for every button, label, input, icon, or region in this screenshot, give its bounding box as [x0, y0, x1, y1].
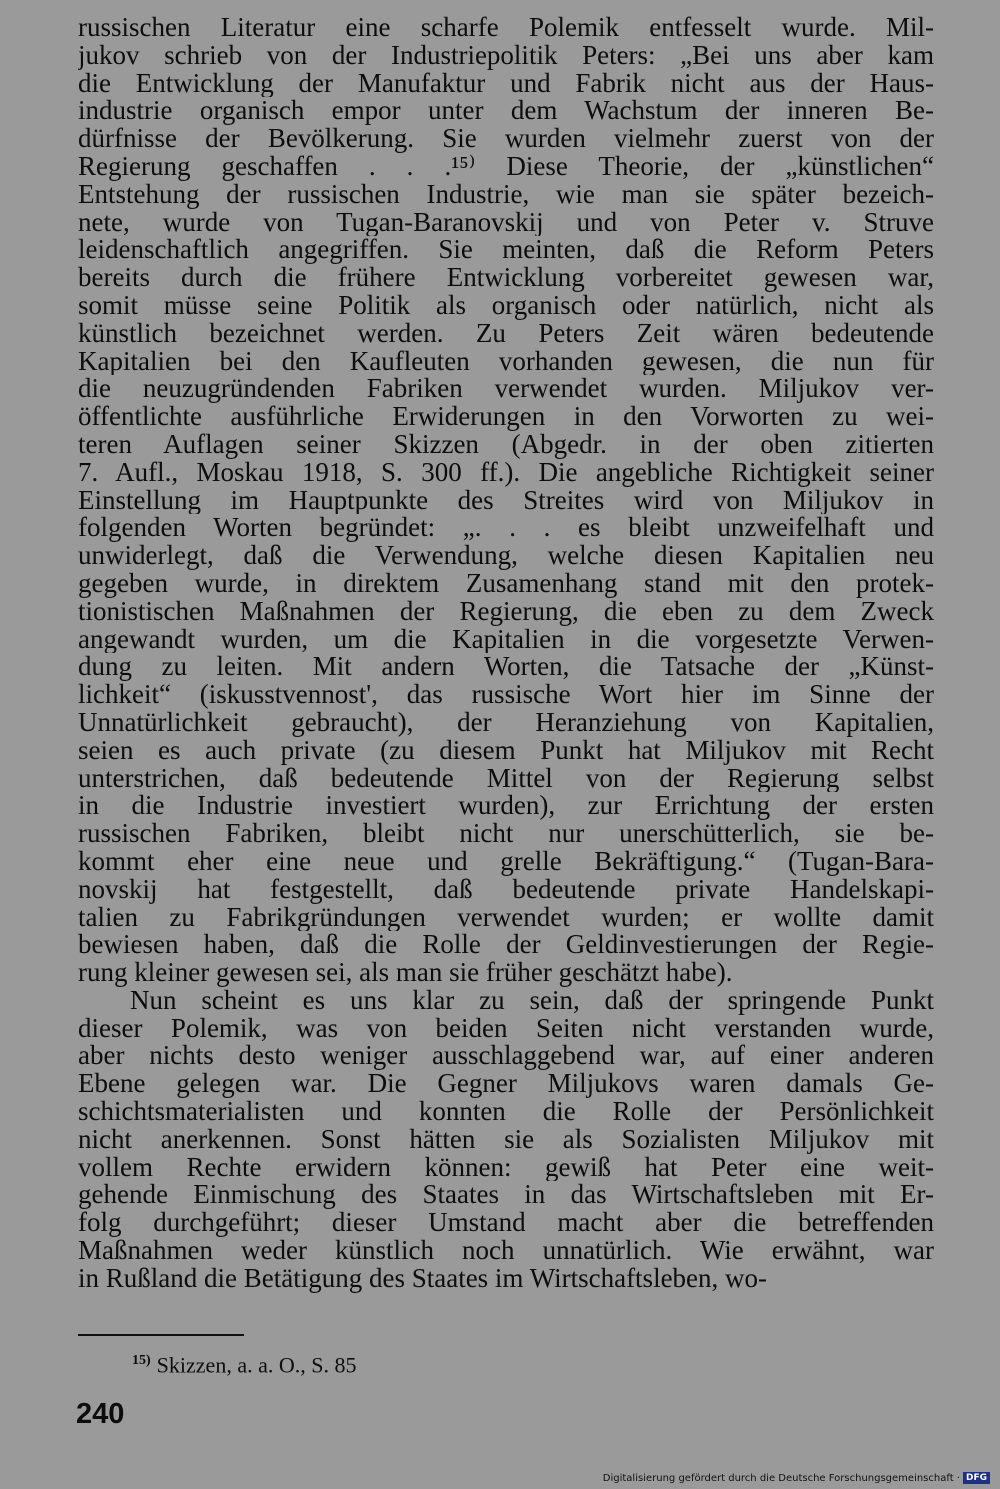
credit-text: Digitalisierung gefördert durch die Deutsche Forschungsgemeinschaft ·	[602, 1472, 960, 1484]
text-line: bewiesen haben, daß die Rolle der Geldinvestierungen der Regie-	[78, 931, 934, 960]
digitization-credit	[603, 1472, 990, 1484]
text-line: teren Auflagen seiner Skizzen (Abgedr. in der oben zitierten	[78, 430, 934, 459]
text-line: gegeben wurde, in direktem Zusamenhang stand mit den protek-	[78, 569, 934, 598]
text-line: tionistischen Maßnahmen der Regierung, die eben zu dem Zweck	[78, 597, 934, 626]
text-line: unwiderlegt, daß die Verwendung, welche diesen Kapitalien neu	[78, 542, 934, 570]
text-line: lichkeit“ (iskusstvennost', das russische Wort hier im Sinne der	[78, 681, 934, 709]
text-line: Regierung geschaffen . . .¹⁵⁾ Diese Theorie, der „künstlichen“	[78, 152, 934, 181]
text-line: Nun scheint es uns klar zu sein, daß der springende Punkt	[130, 986, 934, 1015]
text-line: bereits durch die frühere Entwicklung vorbereitet gewesen war,	[78, 264, 934, 292]
text-line: folgenden Worten begründet: „. . . es bleibt unzweifelhaft und	[78, 514, 934, 543]
text-line: nicht anerkennen. Sonst hätten sie als Sozialisten Miljukov mit	[78, 1125, 934, 1154]
dfg-logo: DFG	[963, 1472, 990, 1484]
text-line: aber nichts desto weniger ausschlaggebend war, auf einer anderen	[78, 1042, 934, 1071]
text-line: Entstehung der russischen Industrie, wie man sie später bezeich-	[78, 180, 934, 209]
text-line: die Entwicklung der Manufaktur und Fabrik nicht aus der Haus-	[78, 69, 934, 98]
text-line: Maßnahmen weder künstlich noch unnatürlich. Wie erwähnt, war	[78, 1237, 934, 1265]
text-line: künstlich bezeichnet werden. Zu Peters Zeit wären bedeutende	[78, 319, 934, 348]
text-line: seien es auch private (zu diesem Punkt hat Miljukov mit Recht	[78, 736, 934, 765]
text-line: kommt eher eine neue und grelle Bekräftigung.“ (Tugan-Bara-	[78, 847, 934, 876]
text-line: unterstrichen, daß bedeutende Mittel von der Regierung selbst	[78, 764, 934, 793]
text-line: rung kleiner gewesen sei, als man sie früher geschätzt habe).	[78, 959, 733, 987]
text-line: in die Industrie investiert wurden), zur Errichtung der ersten	[78, 792, 934, 821]
footnote-rule	[78, 1334, 244, 1336]
text-line: gehende Einmischung des Staates in das Wirtschaftsleben mit Er-	[78, 1181, 934, 1210]
page-number: 240	[76, 1398, 125, 1430]
text-line: Einstellung im Hauptpunkte des Streites wird von Miljukov in	[78, 486, 934, 515]
text-line: Kapitalien bei den Kaufleuten vorhanden gewesen, die nun für	[78, 347, 934, 376]
footnote-mark: 15)	[132, 1353, 151, 1368]
text-line: dürfnisse der Bevölkerung. Sie wurden vielmehr zuerst von der	[78, 125, 934, 153]
text-line: vollem Rechte erwidern können: gewiß hat Peter eine weit-	[78, 1153, 934, 1182]
text-line: russischen Fabriken, bleibt nicht nur unerschütterlich, sie be-	[78, 820, 934, 848]
text-line: 7. Aufl., Moskau 1918, S. 300 ff.). Die angebliche Richtigkeit seiner	[78, 458, 934, 487]
text-line: dung zu leiten. Mit andern Worten, die Tatsache der „Künst-	[78, 653, 934, 682]
text-line: schichtsmaterialisten und konnten die Rolle der Persönlichkeit	[78, 1098, 934, 1126]
text-line: jukov schrieb von der Industriepolitik Peters: „Bei uns aber kam	[78, 41, 934, 70]
footnote-text: Skizzen, a. a. O., S. 85	[156, 1352, 357, 1378]
footnote	[132, 1347, 356, 1379]
text-line: nete, wurde von Tugan-Baranovskij und von Peter v. Struve	[78, 208, 934, 237]
text-line: leidenschaftlich angegriffen. Sie meinten, daß die Reform Peters	[78, 236, 934, 265]
text-line: russischen Literatur eine scharfe Polemik entfesselt wurde. Mil-	[78, 14, 934, 42]
text-line: somit müsse seine Politik als organisch oder natürlich, nicht als	[78, 291, 934, 320]
text-line: industrie organisch empor unter dem Wachstum der inneren Be-	[78, 97, 934, 126]
text-line: talien zu Fabrikgründungen verwendet wurden; er wollte damit	[78, 903, 934, 932]
text-line: Ebene gelegen war. Die Gegner Miljukovs waren damals Ge-	[78, 1070, 934, 1099]
text-line: öffentlichte ausführliche Erwiderungen in den Vorworten zu wei-	[78, 403, 934, 431]
text-line: novskij hat festgestellt, daß bedeutende private Handelskapi-	[78, 875, 934, 904]
text-line: in Rußland die Betätigung des Staates im Wirtschaftsleben, wo-	[78, 1264, 768, 1293]
text-line: Unnatürlichkeit gebraucht), der Heranziehung von Kapitalien,	[78, 708, 934, 737]
text-line: folg durchgeführt; dieser Umstand macht aber die betreffenden	[78, 1209, 934, 1238]
text-line: angewandt wurden, um die Kapitalien in die vorgesetzte Verwen-	[78, 625, 934, 654]
text-line: die neuzugründenden Fabriken verwendet wurden. Miljukov ver-	[78, 375, 934, 404]
body-text	[78, 14, 934, 1293]
text-line: dieser Polemik, was von beiden Seiten nicht verstanden wurde,	[78, 1014, 934, 1043]
